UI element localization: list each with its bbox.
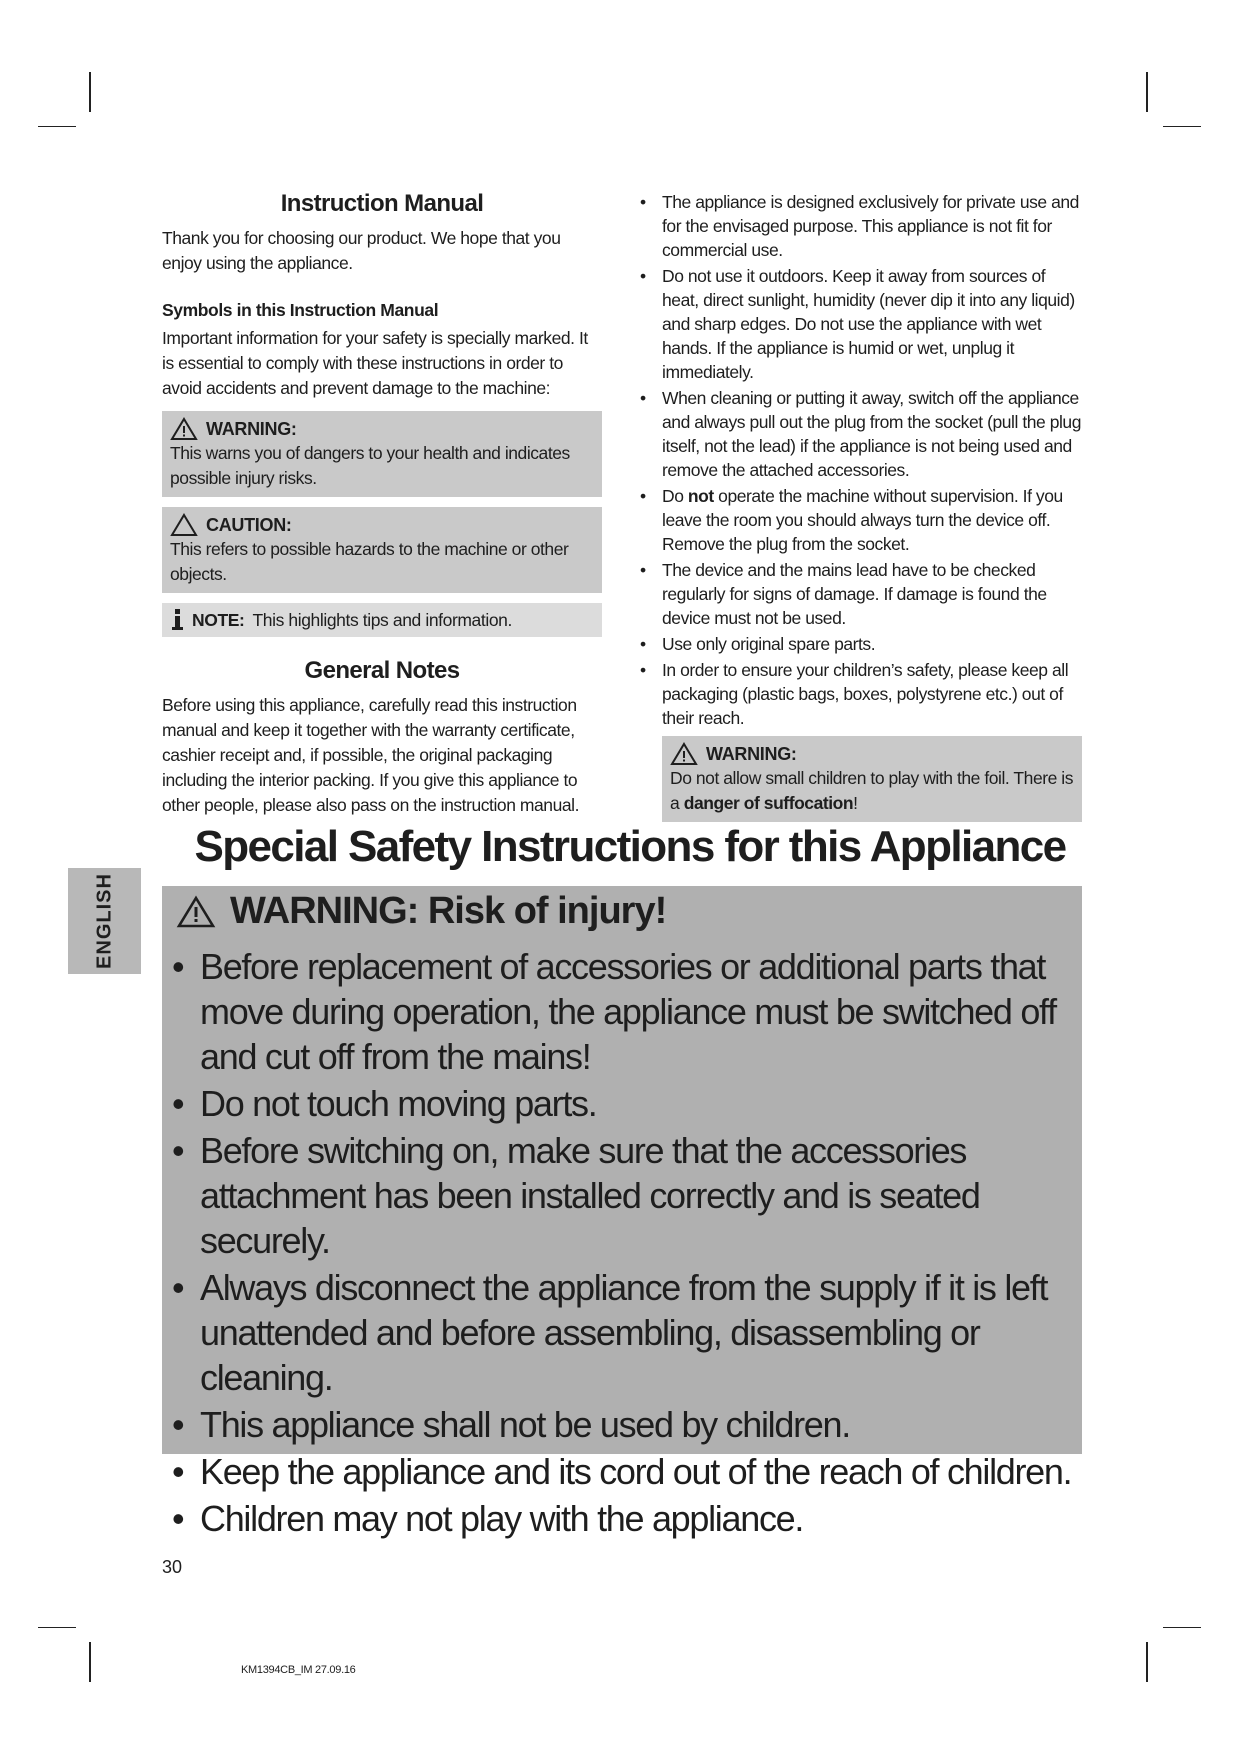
note-label: NOTE: — [192, 609, 245, 630]
list-item-text: operate the machine without supervision. If you leave the room you should always turn the device off. Remove the plug from the socket. — [662, 486, 1063, 554]
list-item: • In order to ensure your children’s safety, please keep all packaging (plastic bags, boxes, polystyrene etc.) out of their reach. — [636, 658, 1082, 730]
crop-mark — [38, 1627, 76, 1628]
list-item-text: Do — [662, 486, 688, 506]
language-label: ENGLISH — [93, 873, 115, 969]
caution-box — [162, 507, 602, 593]
risk-of-injury-label: WARNING: Risk of injury! — [230, 890, 667, 932]
crop-mark — [1163, 126, 1201, 127]
crop-mark — [89, 1642, 91, 1682]
list-item: • Use only original spare parts. — [636, 632, 1082, 656]
list-item: • Before switching on, make sure that the accessories attachment has been installed correctly and is seated securely. — [170, 1128, 1075, 1263]
general-notes-heading: General Notes — [304, 657, 460, 684]
warning-triangle-icon — [170, 417, 198, 441]
warning-label: WARNING: — [206, 418, 297, 439]
special-safety-list — [170, 944, 1075, 1543]
crop-mark — [1146, 72, 1148, 112]
list-item: • Do not use it outdoors. Keep it away from sources of heat, direct sunlight, humidity (never dip it into any liquid) and sharp edges. Do not use the appliance with wet hands. If the appliance is humid or wet, unplug it immediately. — [636, 264, 1082, 384]
list-item: • This appliance shall not be used by children. — [170, 1402, 1075, 1447]
warning-text-part: ! — [853, 793, 858, 813]
list-item-emphasis: not — [687, 486, 714, 506]
warning-text-part: Do not allow small children to play with the foil. There is a — [670, 768, 1074, 813]
language-tab — [68, 868, 141, 974]
page-number: 30 — [162, 1557, 183, 1577]
footer-code: KM1394CB_IM 27.09.16 — [241, 1664, 356, 1676]
crop-mark — [1163, 1627, 1201, 1628]
warning-triangle-icon — [176, 895, 216, 929]
warning-box — [162, 411, 602, 497]
list-item — [636, 484, 1082, 556]
suffocation-warning-text — [670, 766, 1074, 816]
crop-mark — [1146, 1642, 1148, 1682]
list-item: • When cleaning or putting it away, switch off the appliance and always pull out the plug from the socket (pull the plug itself, not the lead) if the appliance is not being used and remove the attached accessories. — [636, 386, 1082, 482]
suffocation-warning-box — [662, 736, 1082, 822]
symbols-text: Important information for your safety is specially marked. It is essential to comply with these instructions in order to avoid accidents and prevent damage to the machine: — [162, 328, 588, 398]
crop-mark — [38, 126, 76, 127]
warning-title — [170, 417, 594, 441]
safety-list — [636, 190, 1082, 730]
special-safety-title: Special Safety Instructions for this Appliance — [194, 822, 1066, 871]
caution-label: CAUTION: — [206, 514, 292, 535]
instruction-manual-heading: Instruction Manual — [280, 190, 484, 217]
warning-triangle-icon — [670, 742, 698, 766]
caution-text: This refers to possible hazards to the machine or other objects. — [170, 539, 569, 584]
caution-title — [170, 513, 594, 537]
warning-label: WARNING: — [706, 743, 797, 764]
list-item: • Always disconnect the appliance from the supply if it is left unattended and before assembling, disassembling or cleaning. — [170, 1265, 1075, 1400]
list-item: • The appliance is designed exclusively for private use and for the envisaged purpose. This appliance is not fit for commercial use. — [636, 190, 1082, 262]
warning-title — [670, 742, 1074, 766]
risk-of-injury-title — [176, 890, 666, 933]
caution-triangle-icon — [170, 513, 198, 537]
right-column — [636, 190, 1082, 822]
note-text: This highlights tips and information. — [252, 609, 512, 630]
left-column — [162, 190, 602, 818]
note-box — [162, 603, 602, 637]
intro-text: Thank you for choosing our product. We hope that you enjoy using the appliance. — [162, 228, 561, 273]
list-item: • Do not touch moving parts. — [170, 1081, 1075, 1126]
warning-text: This warns you of dangers to your health and indicates possible injury risks. — [170, 443, 570, 488]
info-icon — [170, 609, 184, 631]
general-notes-text: Before using this appliance, carefully read this instruction manual and keep it together with the warranty certificate, cashier receipt and, if possible, the original packaging including the interior packing. If you give this appliance to other people, please also pass on the instruction manual. — [162, 695, 579, 815]
list-item: • Children may not play with the appliance. — [170, 1496, 1075, 1541]
list-item: • Before replacement of accessories or additional parts that move during operation, the appliance must be switched off and cut off from the mains! — [170, 944, 1075, 1079]
list-item: • The device and the mains lead have to be checked regularly for signs of damage. If damage is found the device must not be used. — [636, 558, 1082, 630]
list-item: • Keep the appliance and its cord out of the reach of children. — [170, 1449, 1075, 1494]
symbols-heading: Symbols in this Instruction Manual — [162, 300, 439, 320]
danger-emphasis: danger of suffocation — [683, 793, 854, 813]
crop-mark — [89, 72, 91, 112]
